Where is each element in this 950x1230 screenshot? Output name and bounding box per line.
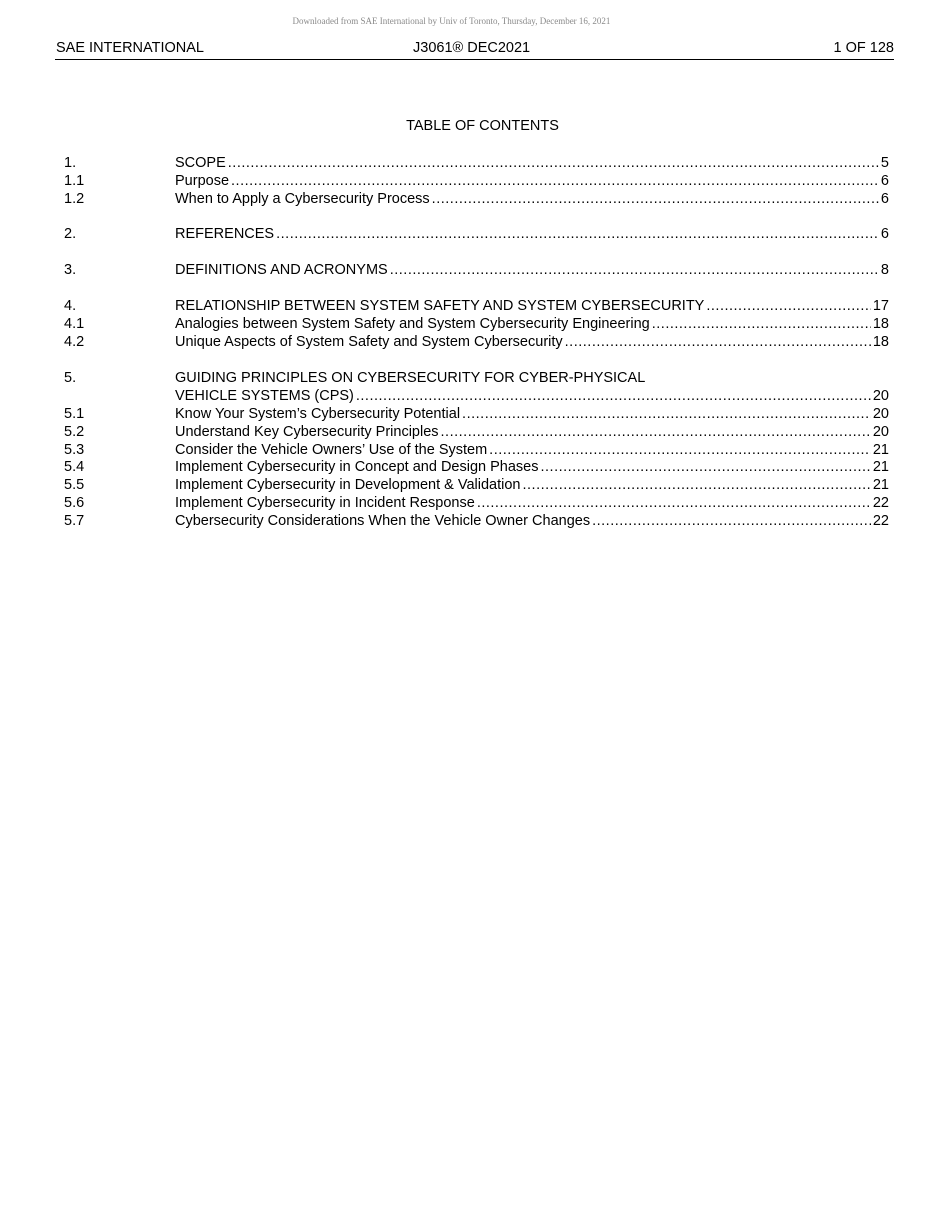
toc-entry-title: Implement Cybersecurity in Concept and Design Phases <box>175 459 539 475</box>
toc-entry-page: 17 <box>872 298 889 314</box>
toc-entry-title: Consider the Vehicle Owners’ Use of the System <box>175 442 488 458</box>
toc-entry-number: 5.5 <box>64 477 85 493</box>
toc-entry[interactable] <box>64 458 889 476</box>
toc-entry-page: 6 <box>880 191 889 207</box>
toc-leader-dots <box>441 423 871 441</box>
toc-leader-dots <box>592 512 871 530</box>
toc-entry[interactable] <box>64 387 889 405</box>
toc-entry[interactable] <box>64 423 889 441</box>
header-organization: SAE INTERNATIONAL <box>56 40 204 56</box>
download-watermark: Downloaded from SAE International by Univ of Toronto, Thursday, December 16, 2021 <box>292 16 611 26</box>
toc-entry-number: 5.1 <box>64 406 85 422</box>
toc-entry-number: 4. <box>64 298 77 314</box>
toc-entry-number: 5.2 <box>64 424 85 440</box>
toc-entry-page: 20 <box>872 388 889 404</box>
toc-entry-title: SCOPE <box>175 155 226 171</box>
toc-entry[interactable] <box>64 190 889 208</box>
toc-entry-page: 21 <box>872 442 889 458</box>
toc-entry-number: 5. <box>64 370 77 386</box>
toc-entry-page: 6 <box>880 226 889 242</box>
toc-entry-number: 5.7 <box>64 513 85 529</box>
toc-leader-dots <box>390 261 879 279</box>
toc-entry[interactable] <box>64 476 889 494</box>
header-page-number: 1 OF 128 <box>833 40 894 56</box>
toc-leader-dots <box>652 315 871 333</box>
toc-entry-number: 5.6 <box>64 495 85 511</box>
toc-entry[interactable] <box>64 261 889 279</box>
toc-entry-page: 22 <box>872 495 889 511</box>
toc-entry[interactable] <box>64 172 889 190</box>
toc-leader-dots <box>477 494 871 512</box>
toc-entry-title: Unique Aspects of System Safety and System Cybersecurity <box>175 334 563 350</box>
toc-leader-dots <box>231 172 879 190</box>
toc-entry-title: DEFINITIONS AND ACRONYMS <box>175 262 388 278</box>
header-document-id: J3061® DEC2021 <box>413 40 531 56</box>
toc-entry-page: 18 <box>872 334 889 350</box>
toc-entry-page: 21 <box>872 477 889 493</box>
toc-entry-page: 5 <box>880 155 889 171</box>
toc-entry-title: Understand Key Cybersecurity Principles <box>175 424 439 440</box>
toc-entry-number: 2. <box>64 226 77 242</box>
toc-leader-dots <box>540 458 870 476</box>
toc-entry[interactable] <box>64 315 889 333</box>
toc-leader-dots <box>356 387 871 405</box>
toc-entry[interactable] <box>64 512 889 530</box>
toc-leader-dots <box>565 333 871 351</box>
toc-entry-number-row <box>64 369 889 387</box>
toc-entry-number: 4.2 <box>64 334 85 350</box>
toc-entry-number: 5.3 <box>64 442 85 458</box>
toc-entry[interactable] <box>64 333 889 351</box>
toc-entry-title: When to Apply a Cybersecurity Process <box>175 191 430 207</box>
toc-entry-page: 21 <box>872 459 889 475</box>
toc-entry-title: VEHICLE SYSTEMS (CPS) <box>175 388 354 404</box>
toc-entry-page: 20 <box>872 424 889 440</box>
toc-entry[interactable] <box>64 154 889 172</box>
toc-entry[interactable] <box>64 441 889 459</box>
toc-entry-page: 20 <box>872 406 889 422</box>
toc-entry[interactable] <box>64 297 889 315</box>
toc-entry-title: Analogies between System Safety and System Cybersecurity Engineering <box>175 316 650 332</box>
toc-entry-number: 1.1 <box>64 173 85 189</box>
toc-entry-number: 3. <box>64 262 77 278</box>
toc-entry[interactable] <box>64 225 889 243</box>
toc-entry[interactable] <box>64 405 889 423</box>
toc-entry-page: 6 <box>880 173 889 189</box>
toc-entry-page: 8 <box>880 262 889 278</box>
toc-leader-dots <box>489 441 871 459</box>
toc-entry-title: Implement Cybersecurity in Incident Response <box>175 495 475 511</box>
toc-entry-title: RELATIONSHIP BETWEEN SYSTEM SAFETY AND SYSTEM CYBERSECURITY <box>175 298 705 314</box>
toc-entry-number: 1.2 <box>64 191 85 207</box>
toc-entry-title-first-line[interactable]: GUIDING PRINCIPLES ON CYBERSECURITY FOR CYBER-PHYSICAL <box>175 370 646 386</box>
toc-entry-title: REFERENCES <box>175 226 275 242</box>
page-header <box>55 38 894 60</box>
toc-entry-number: 5.4 <box>64 459 85 475</box>
toc-title: TABLE OF CONTENTS <box>406 118 559 134</box>
toc-leader-dots <box>462 405 871 423</box>
toc-leader-dots <box>276 225 879 243</box>
toc-entry-number: 4.1 <box>64 316 85 332</box>
toc-entry-page: 18 <box>872 316 889 332</box>
toc-entry-title: Purpose <box>175 173 230 189</box>
toc-leader-dots <box>228 154 879 172</box>
toc-entry[interactable] <box>64 494 889 512</box>
toc-leader-dots <box>432 190 879 208</box>
toc-entry-title: Implement Cybersecurity in Development & Validation <box>175 477 521 493</box>
toc-entry-number: 1. <box>64 155 77 171</box>
toc-entry-page: 22 <box>872 513 889 529</box>
toc-entry-title: Know Your System’s Cybersecurity Potential <box>175 406 461 422</box>
toc-leader-dots <box>706 297 871 315</box>
toc-leader-dots <box>522 476 870 494</box>
toc-entry-title: Cybersecurity Considerations When the Vehicle Owner Changes <box>175 513 591 529</box>
